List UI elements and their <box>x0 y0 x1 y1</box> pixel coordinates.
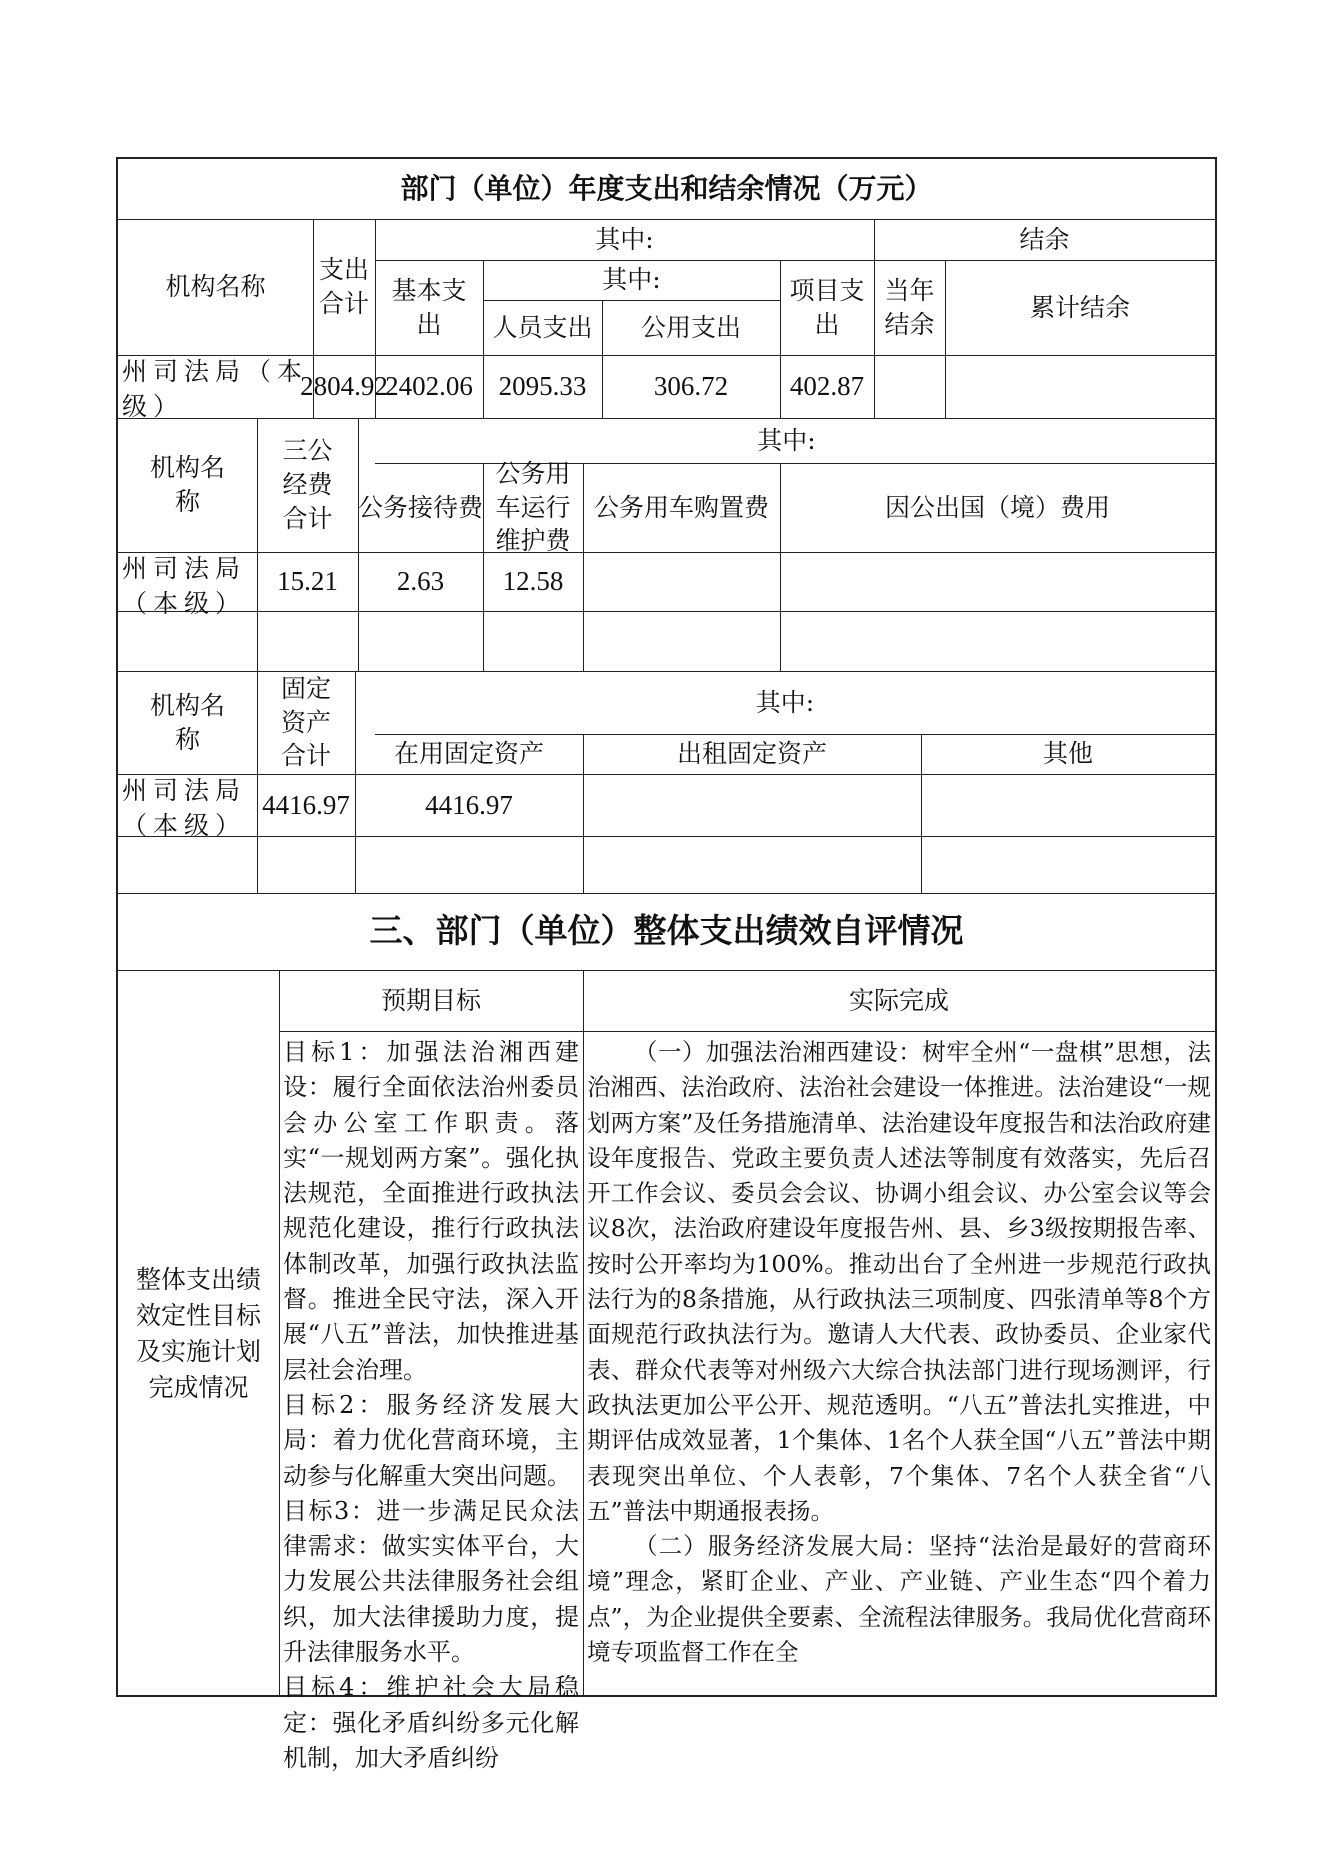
col-leased: 出租固定资产 <box>676 739 827 769</box>
col-reception: 公务接待费 <box>358 492 484 522</box>
goal-1: 目标1：加强法治湘西建设：履行全面依法治州委员会办公室工作职责。落实“一规划两方案”。强化执法规范，全面推进行政执法规范化建设，推行行政执法体制改革，加强行政执法监督。推进全民守法，深入开展“八五”普法，加快推进基层社会治理。 <box>283 1038 579 1384</box>
cell-public: 306.72 <box>653 371 729 402</box>
row-org: 州司法局（本级） <box>122 776 247 840</box>
col-personnel: 人员支出 <box>492 312 593 342</box>
col-fixed-assets-total: 固定资产合计 <box>280 673 331 771</box>
col-of-which: 其中: <box>757 425 816 455</box>
cell-year-balance <box>874 355 945 418</box>
col-actual: 实际完成 <box>848 985 949 1015</box>
rule <box>583 970 584 1697</box>
cell-leased <box>583 774 921 836</box>
col-public: 公用支出 <box>640 312 741 342</box>
col-of-which: 其中: <box>755 687 815 717</box>
col-in-use: 在用固定资产 <box>393 739 544 769</box>
col-car-purchase: 公务用车购置费 <box>593 492 769 522</box>
col-basic: 基本支出 <box>391 275 467 339</box>
report-table <box>116 157 1217 1772</box>
cell-car-purchase <box>583 552 780 611</box>
col-three-public-total: 三公经费合计 <box>282 436 333 533</box>
row-org: 州司法局（本级） <box>122 357 309 421</box>
row-org: 州司法局（本级） <box>122 554 247 618</box>
goal-4: 目标4：维护社会大局稳定：强化矛盾纠纷多元化解机制，加大矛盾纠纷 <box>283 1673 579 1772</box>
cell-cum-balance <box>945 355 1215 418</box>
col-total: 支出合计 <box>318 255 369 318</box>
cell-personnel: 2095.33 <box>498 371 587 402</box>
rule <box>279 1031 1215 1032</box>
rule <box>118 611 1215 612</box>
col-cum-balance: 累计结余 <box>1029 292 1130 322</box>
col-project: 项目支出 <box>789 275 865 339</box>
col-year-balance: 当年结余 <box>884 275 935 339</box>
col-car-maint: 公务用车运行维护费 <box>495 458 571 556</box>
cell-other <box>921 774 1215 836</box>
actual-paragraph-2: （二）服务经济发展大局：坚持“法治是最好的营商环境”理念，紧盯企业、产业、产业链、产业生态“四个着力点”，为企业提供全要素、全流程法律服务。我局优化营商环境专项监督工作在全 <box>587 1532 1211 1667</box>
cell-project: 402.87 <box>789 371 865 402</box>
col-other: 其他 <box>1042 739 1093 769</box>
cell-total: 4416.97 <box>262 789 350 820</box>
cell-total: 2804.92 <box>300 371 388 402</box>
col-org: 机构名称 <box>149 453 225 516</box>
cell-total: 15.21 <box>277 566 338 597</box>
col-expected: 预期目标 <box>380 985 481 1015</box>
col-org: 机构名称 <box>149 690 225 754</box>
col-abroad: 因公出国（境）费用 <box>884 492 1110 522</box>
section4-title: 三、部门（单位）整体支出绩效自评情况 <box>369 911 964 951</box>
col-of-which: 其中: <box>595 224 654 254</box>
goal-3: 目标3：进一步满足民众法律需求：做实实体平台，大力发展公共法律服务社会组织，加大法律援助力度，提升法律服务水平。 <box>283 1496 579 1667</box>
cell-car-maint: 12.58 <box>502 566 564 597</box>
cell-basic: 2402.06 <box>385 371 473 402</box>
col-balance: 结余 <box>1019 224 1070 254</box>
rule <box>118 836 1215 837</box>
rule <box>279 970 280 1697</box>
row-label: 整体支出绩效定性目标及实施计划完成情况 <box>135 1264 261 1402</box>
cell-in-use: 4416.97 <box>425 789 513 820</box>
actual-paragraph-1: （一）加强法治湘西建设：树牢全州“一盘棋”思想，法治湘西、法治政府、法治社会建设一体推进。法治建设“一规划两方案”及任务措施清单、法治建设年度报告和法治政府建设年度报告、党政主要负责人述法等制度有效落实，先后召开工作会议、委员会会议、协调小组会议、办公室会议等会议8次，法治政府建设年度报告州、县、乡3级按期报告率、按时公开率均为100%。推动出台了全州进一步规范行政执法行为的8条措施，从行政执法三项制度、四张清单等8个方面规范行政执法行为。邀请人大代表、政协委员、企业家代表、群众代表等对州级六大综合执法部门进行现场测评，行政执法更加公平公开、规范透明。“八五”普法扎实推进，中期评估成效显著，1个集体、1名个人获全国“八五”普法中期表现突出单位、个人表彰，7个集体、7名个人获全省“八五”普法中期通报表扬。 <box>587 1038 1211 1525</box>
goal-2: 目标2：服务经济发展大局：着力优化营商环境，主动参与化解重大突出问题。 <box>283 1390 579 1490</box>
actual-text <box>585 1035 1213 1695</box>
section1-title: 部门（单位）年度支出和结余情况（万元） <box>400 172 933 206</box>
cell-abroad <box>780 552 1215 611</box>
col-org: 机构名称 <box>165 272 266 302</box>
expected-text <box>281 1035 581 1772</box>
col-basic-of-which: 其中: <box>602 265 661 295</box>
cell-reception: 2.63 <box>396 566 445 597</box>
